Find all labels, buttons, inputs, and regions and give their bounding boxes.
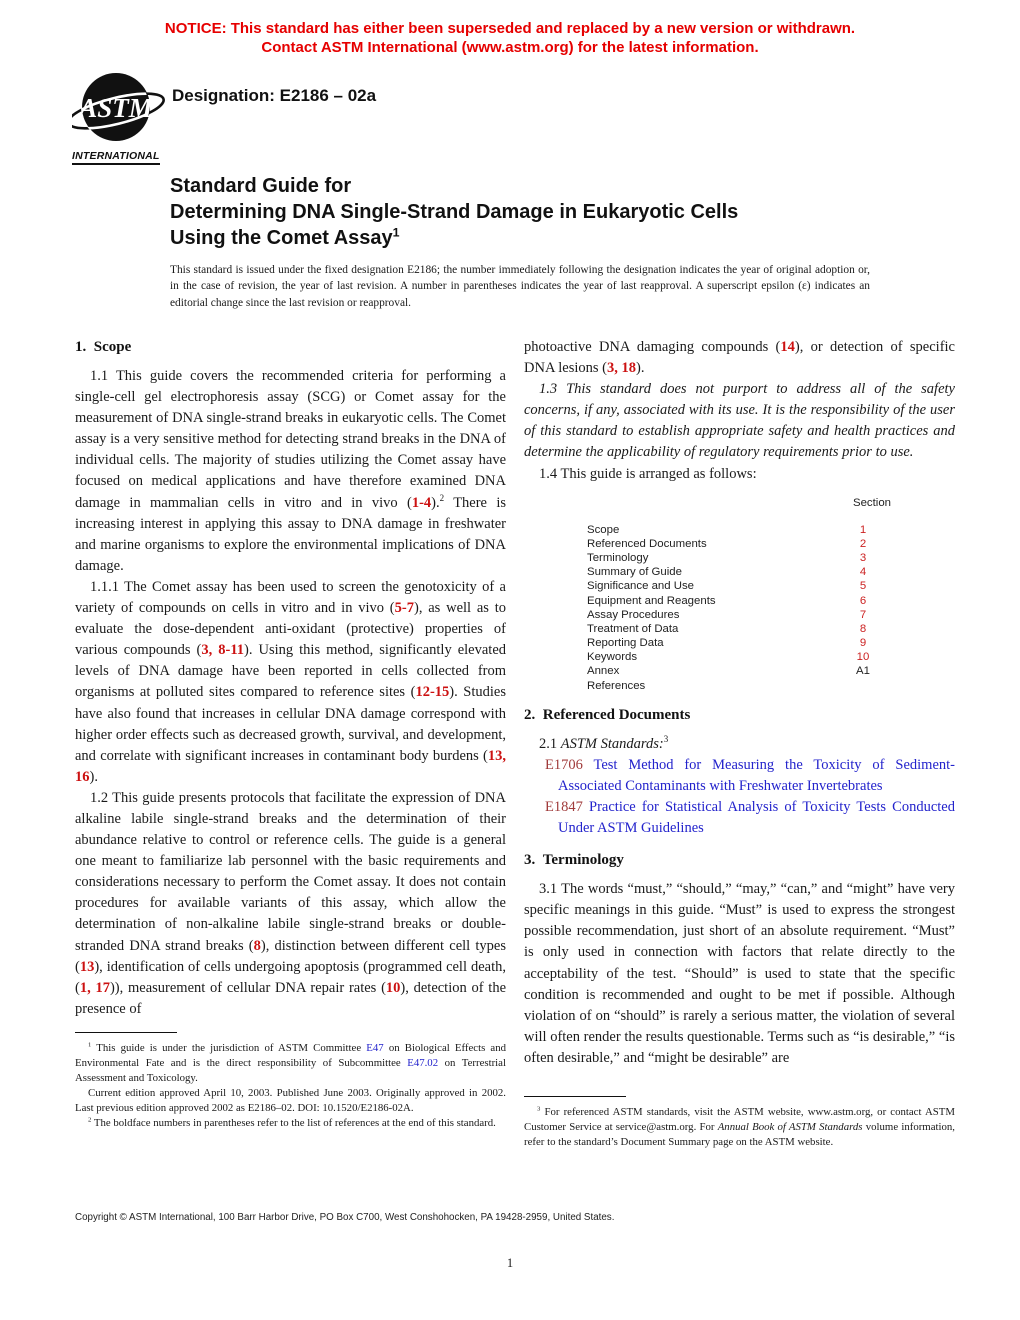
text-segment: 10 [385,979,401,996]
text-segment: 1.2 This guide presents protocols that facilitate the expression of DNA alkaline labile single-strand breaks and the determination of their abundance relative to control or reference cells. The guide is a general one meant to familiarize lab personnel with the basic requirements and considerations necessary to perform the Comet assay. It does not contain procedures for available variants of this assay, which allow the determination of non-alkaline labile single-strand breaks or double-stranded DNA strand breaks ( [75,789,506,954]
toc-section-number: 1 [859,523,867,536]
table-of-contents [524,496,955,693]
para-3-1: 3.1 The words “must,” “should,” “may,” “can,” and “might” have very specific meanings in this guide. “Must” is used to express the strongest possible recommendation, just short of an absolute requirement. “Must” is only used in connection with factors that relate directly to the acceptability of the test. “Should” is used to state that the specific condition is recommended and ought to be met if possible. Although violation of on “should” is rarely a serious matter, the violation of several will often render the results questionable. Terms such as “is desirable,” “is often desirable,” and “might be desirable” are [524,881,955,1066]
right-footnotes [524,1096,955,1150]
toc-label: Annex [587,665,620,678]
toc-section-number: 6 [859,594,867,607]
text-segment: For referenced ASTM standards, visit the ASTM website, www.astm.org, or contact ASTM Customer Service at service@astm.org. For [524,1106,955,1134]
text-segment: 14 [780,339,795,355]
text-segment: 1 [88,1041,92,1049]
toc-row [524,537,955,551]
toc-section-number: 9 [859,637,867,650]
doc-link[interactable]: E1706 [545,756,583,773]
doc-link[interactable]: Test Method for Measuring the Toxicity of Sediment-Associated Contaminants with Freshwater Invertebrates [558,756,955,794]
text-segment: volume information, refer to the standard’s Document Summary page on the ASTM website. [524,1121,955,1149]
toc-section-number: 5 [859,580,867,593]
toc-label: Summary of Guide [587,566,682,579]
toc-section-number: A1 [856,665,870,678]
text-segment: 8 [253,937,261,954]
text-segment: on Terrestrial Assessment and Toxicology. [75,1057,506,1085]
toc-label: Equipment and Reagents [587,594,716,607]
title-line-3 [170,225,738,251]
text-segment: 1.3 This standard does not purport to address all of the safety concerns, if any, associated with its use. It is the responsibility of the user of this standard to establish appropriate safety and health practices and determine the applicability of regulatory requirements prior to use. [524,381,955,461]
text-segment: 1, 17 [79,979,110,996]
toc-label: Scope [587,523,620,536]
para-1-1 [75,366,506,577]
text-segment: 2.1 [539,735,561,752]
toc-label: Referenced Documents [587,537,707,550]
text-segment: ). [89,768,98,785]
text-segment: 1.1 This guide covers the recommended criteria for performing a single-cell gel electrophoresis assay (SCG) or Comet assay for the measurement of DNA single-strand breaks in eukaryotic cells. The Comet assay is a very sensitive method for detecting strand breaks in the DNA of individual cells. The majority of studies utilizing the Comet assay have focused on medical applications and have therefore examined DNA damage in mammalian cells in vitro and in vivo ( [75,368,506,511]
text-segment: 2 [439,492,445,503]
text-segment: 12-15 [415,684,450,701]
toc-rows [524,523,955,693]
referenced-standard-e1847 [524,797,955,839]
toc-label: Significance and Use [587,580,695,593]
toc-row [524,679,955,693]
toc-row [524,650,955,664]
text-segment: 1 [392,225,400,240]
toc-section-number: 4 [859,566,867,579]
toc-row [524,594,955,608]
text-segment: Using the Comet Assay [170,227,393,249]
right-column [524,337,955,1069]
text-segment: 13 [79,958,95,975]
text-segment: 5-7 [394,600,414,617]
referenced-standard-e1706 [524,755,955,797]
notice-line-1: NOTICE: This standard has either been superseded and replaced by a new version or withdrawn. [164,20,856,37]
toc-row [524,636,955,650]
astm-logo-mark [72,70,172,148]
footnote-2 [75,1116,506,1131]
left-column [75,337,506,1020]
para-1-2 [75,788,506,1020]
text-segment: 3 [663,733,669,744]
toc-section-number: 2 [859,537,867,550]
para-1-3 [524,379,955,463]
toc-row [524,565,955,579]
doc-link[interactable]: E1847 [545,798,583,815]
text-segment: )), measurement of cellular DNA repair rates ( [109,979,386,996]
text-segment: ), as well as to evaluate the dose-dependent anti-oxidant (protective) properties of various compounds ( [75,600,506,659]
astm-logo-text: ASTM [79,93,153,123]
issuance-note: This standard is issued under the fixed designation E2186; the number immediately following the designation indicates the year of original adoption or, in the case of revision, the year of last revision. A number in parentheses indicates the year of last reapproval. A superscript epsilon (ε) indicates an editorial change since the last revision or reapproval. [170,264,870,309]
text-segment: ). Studies have also found that increases in cellular DNA damage correspond with higher order effects such as decreased growth, survival, and development, and correlate with significant increases in contaminant body burdens ( [75,684,506,764]
toc-header: Section [853,496,891,509]
toc-section-number: 3 [859,552,867,565]
toc-row [524,608,955,622]
copyright-line: Copyright © ASTM International, 100 Barr Harbor Drive, PO Box C700, West Conshohocken, PA 19428-2959, United States. [75,1212,615,1223]
text-segment: The boldface numbers in parentheses refer to the list of references at the end of this standard. [91,1117,496,1130]
text-segment: ), detection of the presence of [75,979,507,1017]
toc-label: Assay Procedures [587,608,680,621]
toc-row [524,664,955,678]
text-segment: 1-4 [411,494,432,511]
section-3-heading: 3. Terminology [524,852,624,869]
section-2-heading: 2. Referenced Documents [524,706,691,723]
para-1-4: 1.4 This guide is arranged as follows: [539,465,757,482]
text-segment: 13, 16 [75,747,506,785]
toc-label: Treatment of Data [587,622,679,635]
para-1-1-1 [75,577,506,788]
text-segment: Annual Book of ASTM Standards [717,1121,863,1134]
para-2-1 [524,734,955,755]
title-line-2: Determining DNA Single-Strand Damage in Eukaryotic Cells [170,201,739,223]
toc-row [524,622,955,636]
text-segment: 3, 18 [606,360,636,377]
text-segment: 3, 8-11 [201,642,245,659]
text-segment: 1.1.1 The Comet assay has been used to screen the genotoxicity of a variety of compounds on cells in vitro and in vivo ( [75,578,506,617]
astm-logo-subtitle: INTERNATIONAL [72,150,160,165]
designation: Designation: E2186 – 02a [172,86,377,105]
title-line-1: Standard Guide for [170,175,352,197]
toc-section-number: 8 [859,622,867,635]
text-segment: There is increasing interest in applying this assay to DNA damage in freshwater and marine organisms to explore the environmental implications of DNA damage. [75,494,506,574]
footnote-3 [524,1105,955,1150]
footnote-1-edition: Current edition approved April 10, 2003. Published June 2003. Originally approved in 2002. Last previous edition approved 2002 as E2186–02. DOI: 10.1520/E2186-02A. [75,1087,506,1115]
text-segment: ). Using this method, significantly elevated levels of DNA damage have been reported in cells collected from organisms at polluted sites compared to reference sites ( [75,642,507,701]
toc-row [524,579,955,593]
toc-section-number: 7 [859,608,867,621]
toc-section-number: 10 [856,651,870,664]
footnote-rule [75,1032,177,1033]
document-title [170,173,738,251]
doc-link[interactable]: E47.02 [407,1057,439,1070]
footnote-rule [524,1096,626,1097]
text-segment: ), identification of cells undergoing apoptosis (programmed cell death, ( [75,958,506,996]
toc-label: References [587,679,646,692]
text-segment: 2 [88,1116,92,1124]
footnote-1 [75,1041,506,1086]
toc-section-number [841,679,885,693]
text-segment: photoactive DNA damaging compounds ( [524,339,781,355]
para-1-2-continued [524,337,955,379]
text-segment: ). [431,494,440,511]
section-1-heading: 1. Scope [75,339,132,355]
text-segment: ). [635,360,645,377]
notice-banner [0,19,1020,57]
text-segment: 3 [537,1105,541,1113]
left-footnotes [75,1032,506,1132]
page-number: 1 [506,1256,514,1270]
doc-link[interactable]: Practice for Statistical Analysis of Toxicity Tests Conducted Under ASTM Guidelines [558,798,955,837]
text-segment: ASTM Standards: [560,735,664,752]
toc-row [524,551,955,565]
text-segment: ), or detection of specific DNA lesions ( [524,339,955,377]
toc-label: Reporting Data [587,637,664,650]
toc-label: Terminology [587,552,649,565]
text-segment: ), distinction between different cell types ( [75,937,507,975]
doc-link[interactable]: E47 [366,1042,384,1054]
notice-line-2: Contact ASTM International (www.astm.org) for the latest information. [261,39,759,56]
toc-row [524,523,955,537]
toc-label: Keywords [587,651,638,664]
text-segment: on Biological Effects and Environmental Fate and is the direct responsibility of Subcommittee [75,1042,506,1070]
astm-logo [72,70,192,165]
text-segment: This guide is under the jurisdiction of ASTM Committee [91,1042,367,1054]
